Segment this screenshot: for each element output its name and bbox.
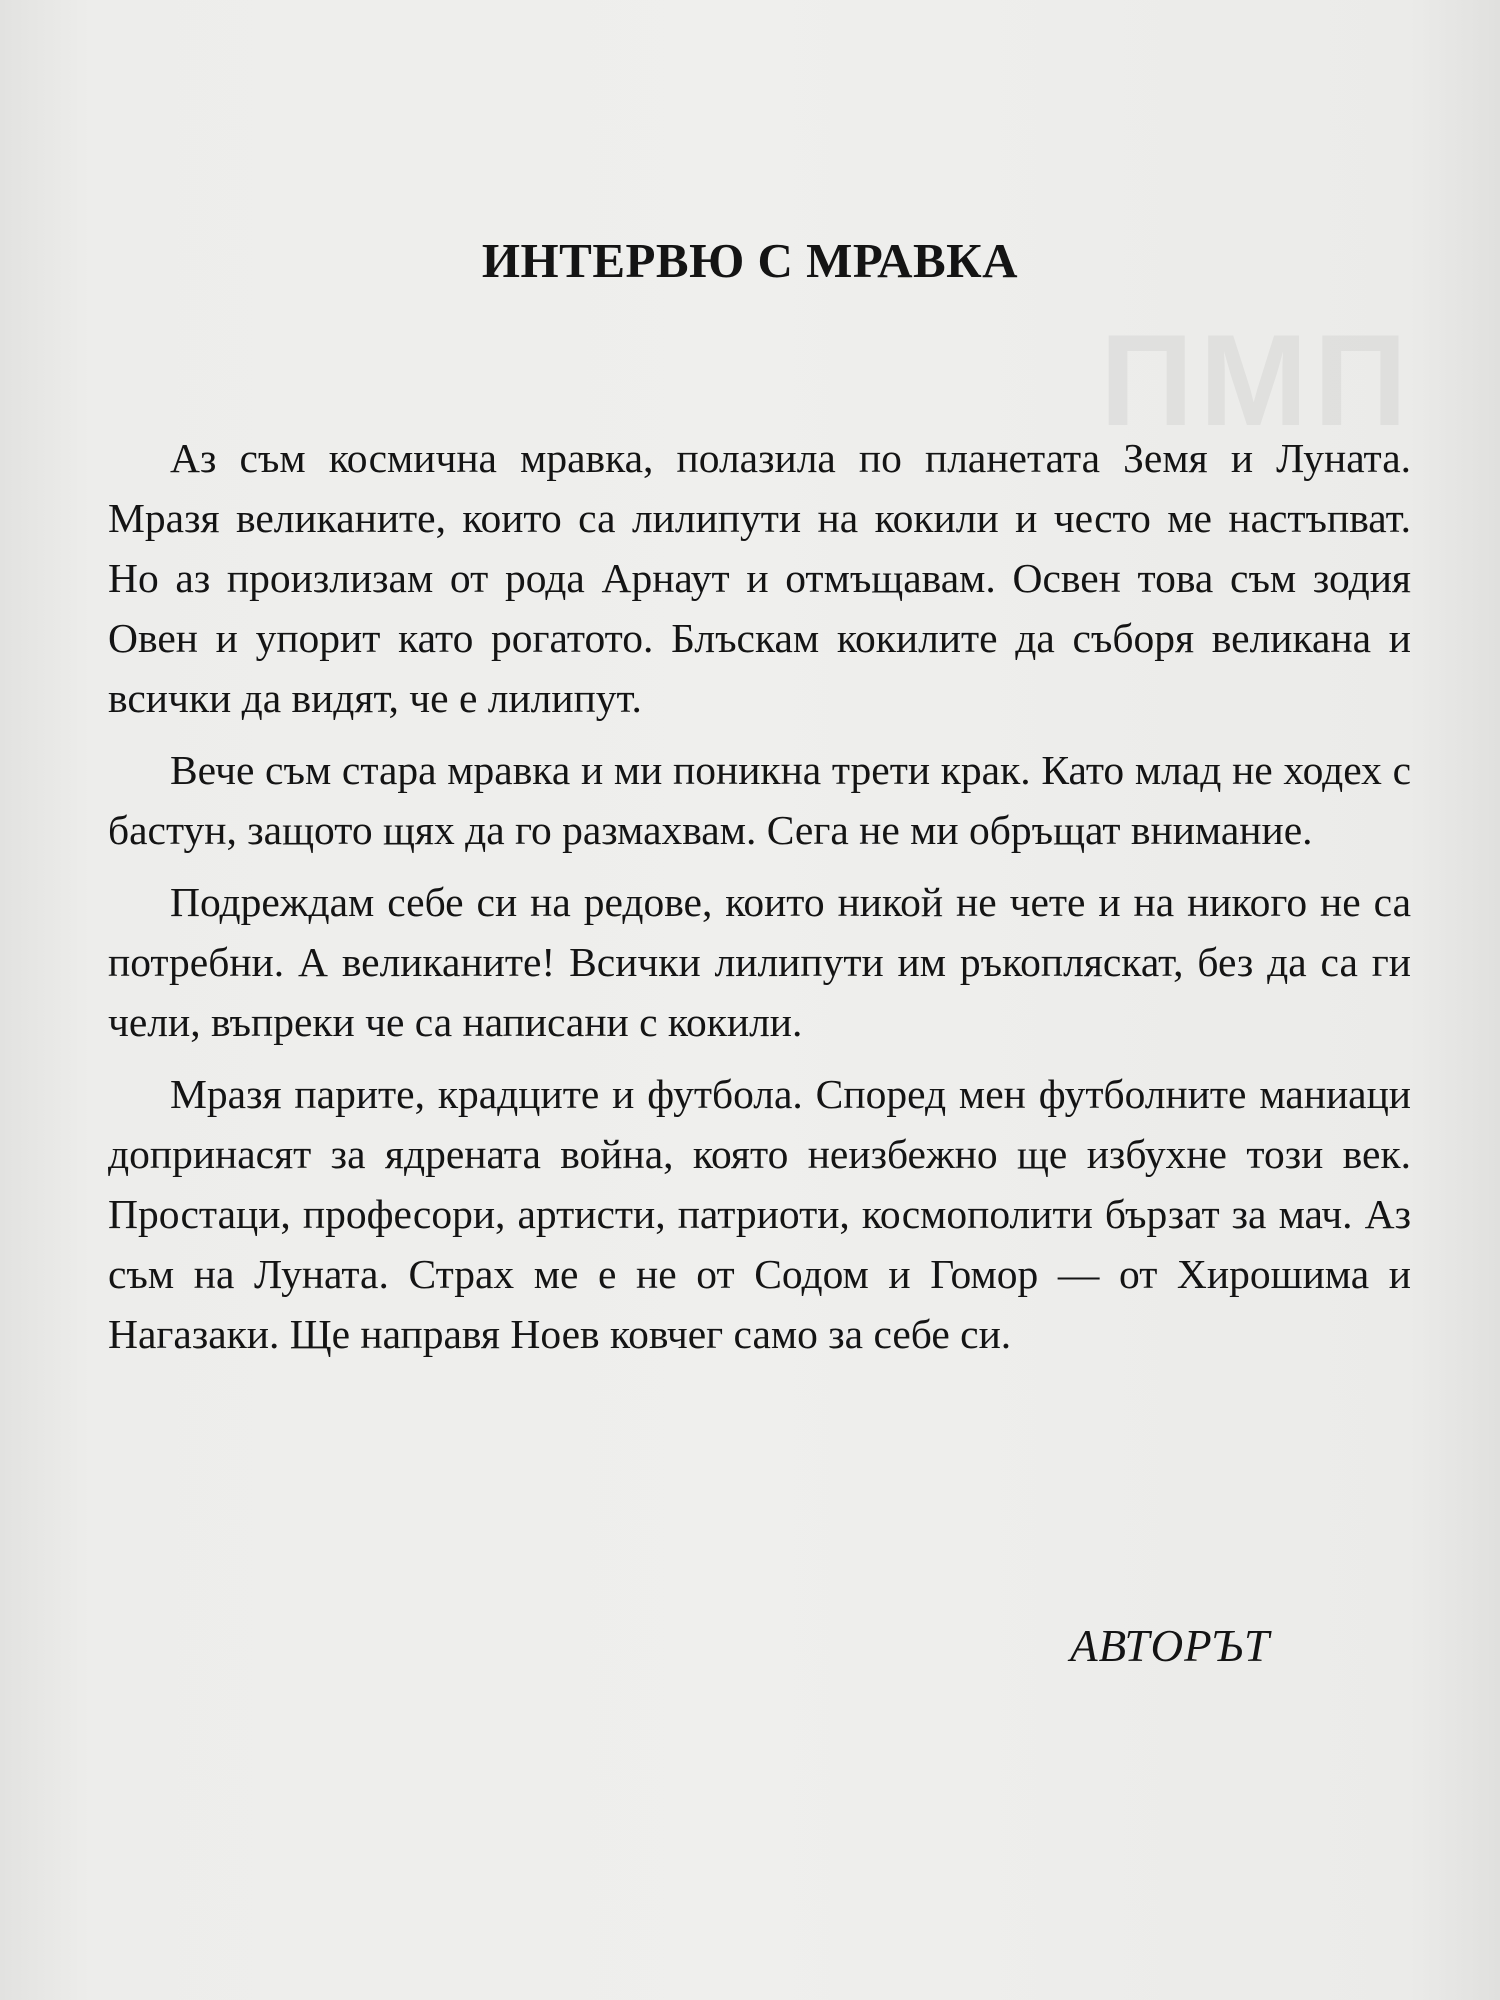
paragraph-4: Мразя парите, крадците и футбола. Според мен футболните маниаци допринасят за ядрената война, която неизбежно ще избухне този век. Простаци, професори, артисти, патриоти, космополити бързат за мач. Аз съм на Луната. Страх ме е не от Содом и Гомор — от Хирошима и Нагазаки. Ще направя Ноев ковчег само за себе си.: [108, 1071, 1411, 1357]
body-text: [108, 428, 1411, 1376]
paragraph-2: Вече съм стара мравка и ми поникна трети крак. Като млад не ходех с бастун, защото щях да го размахвам. Сега не ми обръщат внимание.: [108, 747, 1411, 853]
paragraph-3: Подреждам себе си на редове, които никой не чете и на никого не са потребни. А великаните! Всички лилипути им ръкопляскат, без да са ги чели, въпреки че са написани с кокили.: [108, 879, 1411, 1045]
author-signature: АВТОРЪТ: [1070, 1621, 1270, 1671]
paragraph-1: Аз съм космична мравка, полазила по планетата Земя и Луната. Мразя великаните, които са лилипути на кокили и често ме настъпват. Но аз произлизам от рода Арнаут и отмъщавам. Освен това съм зодия Овен и упорит като рогатото. Блъскам кокилите да съборя великана и всички да видят, че е лилипут.: [108, 435, 1411, 721]
page-title: ИНТЕРВЮ С МРАВКА: [481, 233, 1019, 288]
show-through-decoration: ПМП: [1100, 307, 1414, 453]
